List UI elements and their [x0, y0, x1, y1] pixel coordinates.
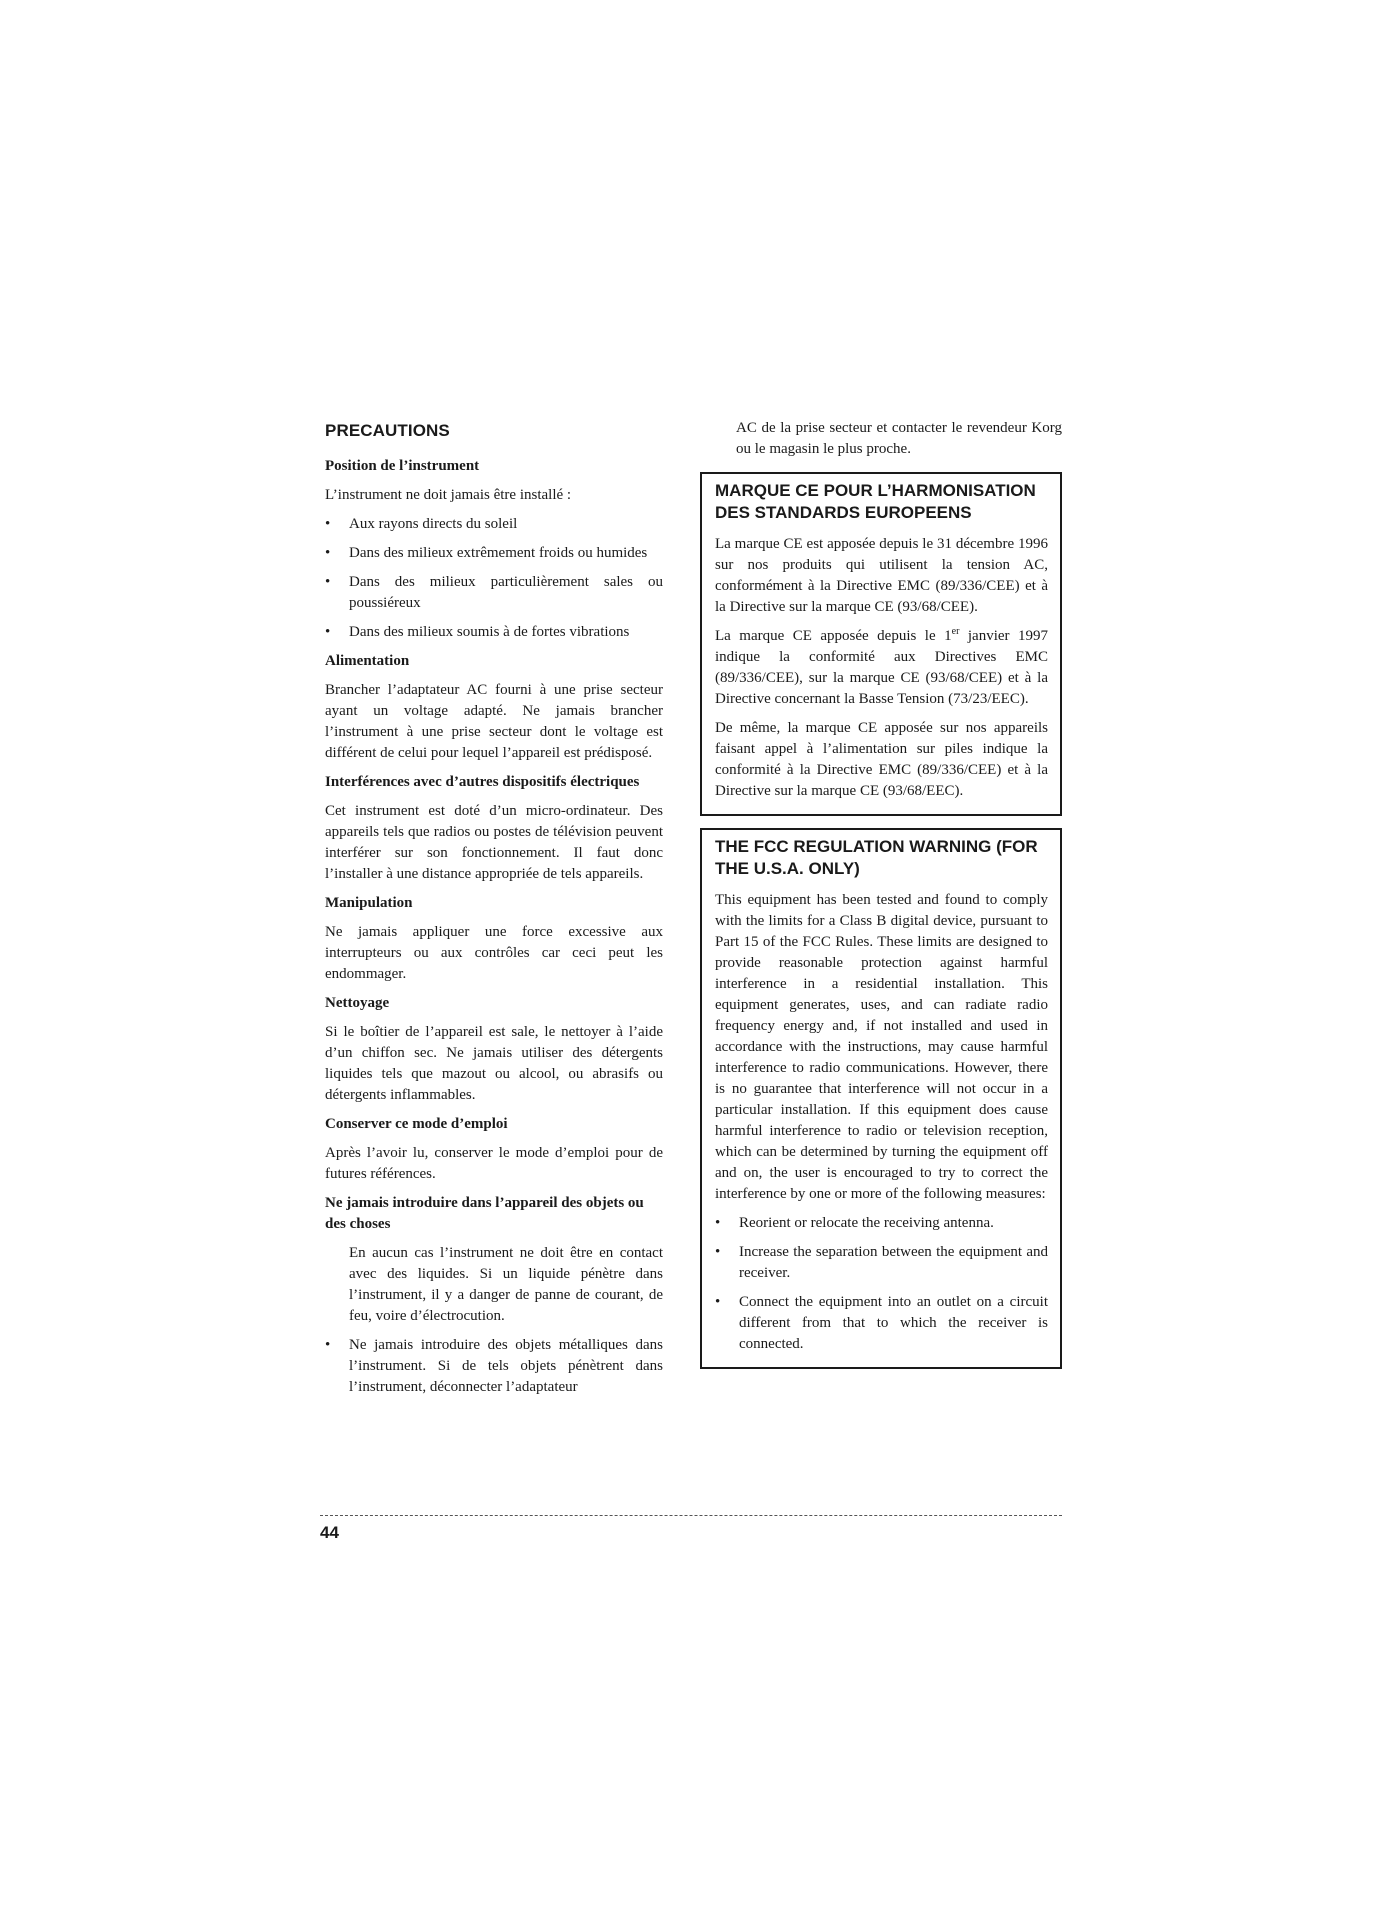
fcc-measures-list — [715, 1213, 1048, 1355]
objets-text: En aucun cas l’instrument ne doit être en contact avec des liquides. Si un liquide pénètre dans l’instrument, il y a danger de panne de courant, de feu, voire d’électrocution. — [349, 1245, 663, 1324]
ce-mark-box — [700, 472, 1062, 816]
list-item: • Ne jamais introduire des objets métalliques dans l’instrument. Si de tels objets pénètrent dans l’instrument, déconnecter l’adaptateur — [325, 1335, 663, 1398]
conserver-text: Après l’avoir lu, conserver le mode d’emploi pour de futures références. — [325, 1145, 663, 1182]
left-column — [325, 420, 663, 1406]
fcc-warning-box — [700, 828, 1062, 1369]
position-list — [325, 514, 663, 643]
nettoyage-subheading: Nettoyage — [325, 995, 390, 1011]
alimentation-subheading: Alimentation — [325, 653, 410, 669]
interferences-subheading: Interférences avec d’autres dispositifs électriques — [325, 774, 640, 790]
fcc-warning-heading: THE FCC REGULATION WARNING (FOR THE U.S.A. ONLY) — [715, 837, 1038, 878]
continued-text: AC de la prise secteur et contacter le revendeur Korg ou le magasin le plus proche. — [736, 420, 1062, 457]
list-item: • Increase the separation between the equipment and receiver. — [715, 1242, 1048, 1284]
list-item: • Dans des milieux soumis à de fortes vibrations — [325, 622, 663, 643]
objets-subheading: Ne jamais introduire dans l’appareil des objets ou des choses — [325, 1195, 644, 1232]
interferences-text: Cet instrument est doté d’un micro-ordinateur. Des appareils tels que radios ou postes de télévision peuvent interférer sur son fonctionnement. Il faut donc l’installer à une distance appropriée de tels appareils. — [325, 803, 663, 882]
list-item: • Reorient or relocate the receiving antenna. — [715, 1213, 1048, 1234]
page-number: 44 — [320, 1523, 339, 1542]
list-item: • Aux rayons directs du soleil — [325, 514, 663, 535]
list-item: • Dans des milieux extrêmement froids ou humides — [325, 543, 663, 564]
ce-mark-paragraph: De même, la marque CE apposée sur nos appareils faisant appel à l’alimentation sur piles indique la conformité à la Directive EMC (89/336/CEE) et à la Directive sur la marque CE (93/68/EEC). — [715, 720, 1048, 799]
list-item: • Dans des milieux particulièrement sales ou poussiéreux — [325, 572, 663, 614]
alimentation-text: Brancher l’adaptateur AC fourni à une prise secteur ayant un voltage adapté. Ne jamais brancher l’instrument à une prise secteur dont le voltage est différent de celui pour lequel l’appareil est prédisposé. — [325, 682, 663, 761]
nettoyage-text: Si le boîtier de l’appareil est sale, le nettoyer à l’aide d’un chiffon sec. Ne jamais utiliser des détergents liquides tels que mazout ou alcool, ou abrasifs ou détergents inflammables. — [325, 1024, 663, 1103]
ce-p2-end: janvier 1997 indique la conformité aux Directives EMC (89/336/CEE), sur la marque CE (93/68/CEE) et à la Directive concernant la Basse Tension (73/23/EEC). — [715, 628, 1049, 707]
manipulation-subheading: Manipulation — [325, 895, 413, 911]
ce-mark-paragraph: La marque CE est apposée depuis le 31 décembre 1996 sur nos produits qui utilisent la tension AC, conformément à la Directive EMC (89/336/CEE) et à la Directive sur la marque CE (93/68/CEE). — [715, 536, 1048, 615]
ce-p2-superscript: er — [951, 626, 960, 637]
ce-p2-start: La marque CE apposée depuis le 1 — [715, 628, 952, 644]
ce-mark-paragraph — [715, 626, 1048, 710]
manipulation-text: Ne jamais appliquer une force excessive aux interrupteurs ou aux contrôles car ceci peut les endommager. — [325, 924, 663, 982]
right-column — [700, 418, 1062, 1381]
position-subheading: Position de l’instrument — [325, 458, 480, 474]
precautions-heading: PRECAUTIONS — [325, 421, 450, 440]
ce-mark-heading: MARQUE CE POUR L’HARMONISATION DES STANDARDS EUROPEENS — [715, 481, 1036, 522]
footer-divider — [320, 1515, 1062, 1516]
fcc-warning-text: This equipment has been tested and found to comply with the limits for a Class B digital device, pursuant to Part 15 of the FCC Rules. These limits are designed to provide reasonable protection against harmful interference in a residential installation. This equipment generates, uses, and can radiate radio frequency energy and, if not installed and used in accordance with the instructions, may cause harmful interference to radio communications. However, there is no guarantee that interference will not occur in a particular installation. If this equipment does cause harmful interference to radio or television reception, which can be determined by turning the equipment off and on, the user is encouraged to try to correct the interference by one or more of the following measures: — [715, 892, 1048, 1202]
conserver-subheading: Conserver ce mode d’emploi — [325, 1116, 508, 1132]
objets-list — [325, 1335, 663, 1398]
position-intro: L’instrument ne doit jamais être installé : — [325, 487, 572, 503]
list-item: • Connect the equipment into an outlet on a circuit different from that to which the receiver is connected. — [715, 1292, 1048, 1355]
